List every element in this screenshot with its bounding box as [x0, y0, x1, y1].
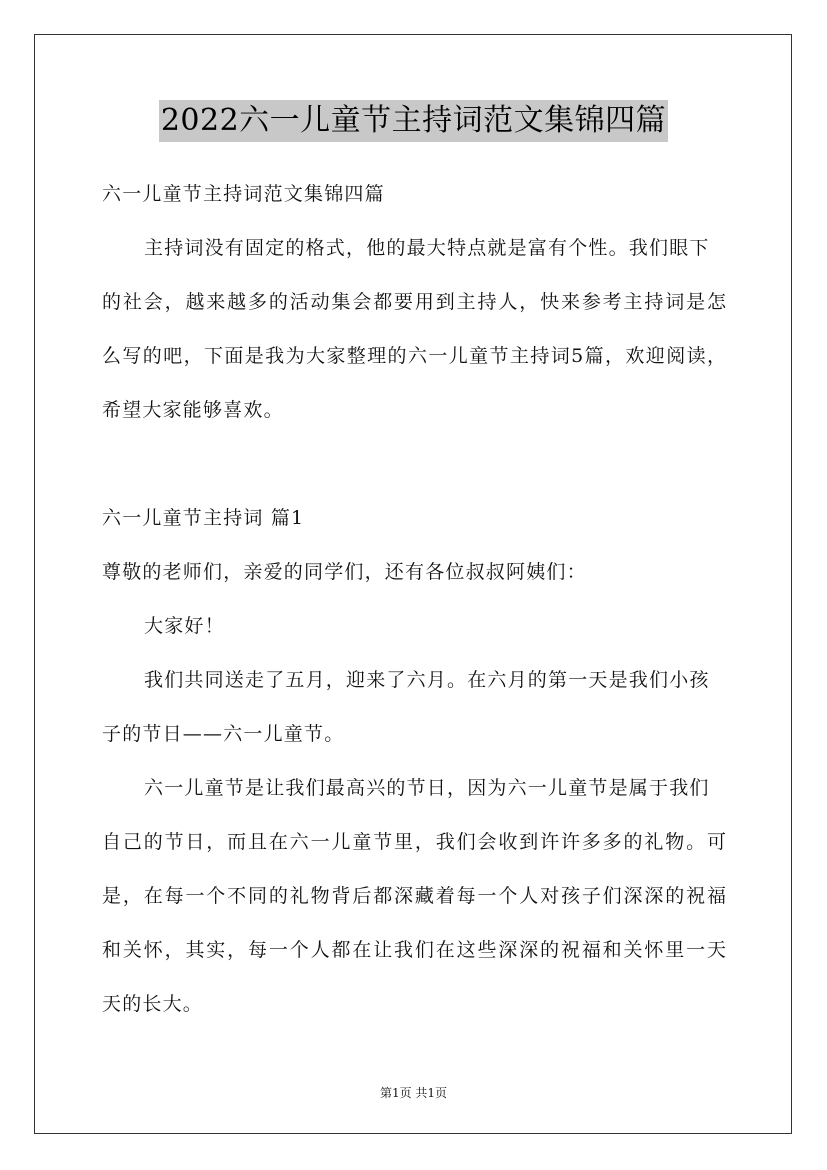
subtitle-line: 六一儿童节主持词范文集锦四篇 — [102, 183, 385, 205]
intro-line-3: 么写的吧，下面是我为大家整理的六一儿童节主持词5篇，欢迎阅读， — [102, 345, 726, 367]
paragraph-2-line-2: 自己的节日，而且在六一儿童节里，我们会收到许许多多的礼物。可 — [102, 831, 726, 853]
paragraph-1-line-2: 子的节日——六一儿童节。 — [102, 723, 345, 745]
title-container — [0, 100, 827, 142]
intro-line-2: 的社会，越来越多的活动集会都要用到主持人，快来参考主持词是怎 — [102, 291, 726, 313]
paragraph-2-line-1: 六一儿童节是让我们最高兴的节日，因为六一儿童节是属于我们 — [144, 777, 710, 799]
document-title: 2022六一儿童节主持词范文集锦四篇 — [159, 100, 668, 142]
paragraph-2-line-4: 和关怀，其实，每一个人都在让我们在这些深深的祝福和关怀里一天 — [102, 939, 726, 961]
section-heading: 六一儿童节主持词 篇1 — [102, 507, 305, 529]
page-footer: 第1页 共1页 — [379, 1086, 448, 1100]
paragraph-2-line-5: 天的长大。 — [102, 993, 204, 1015]
intro-line-4: 希望大家能够喜欢。 — [102, 399, 284, 421]
salutation-line: 尊敬的老师们，亲爱的同学们，还有各位叔叔阿姨们： — [102, 561, 587, 583]
greeting-line: 大家好！ — [144, 615, 225, 637]
paragraph-1-line-1: 我们共同送走了五月，迎来了六月。在六月的第一天是我们小孩 — [144, 669, 710, 691]
paragraph-2-line-3: 是，在每一个不同的礼物背后都深藏着每一个人对孩子们深深的祝福 — [102, 885, 726, 907]
intro-line-1: 主持词没有固定的格式，他的最大特点就是富有个性。我们眼下 — [144, 237, 710, 259]
